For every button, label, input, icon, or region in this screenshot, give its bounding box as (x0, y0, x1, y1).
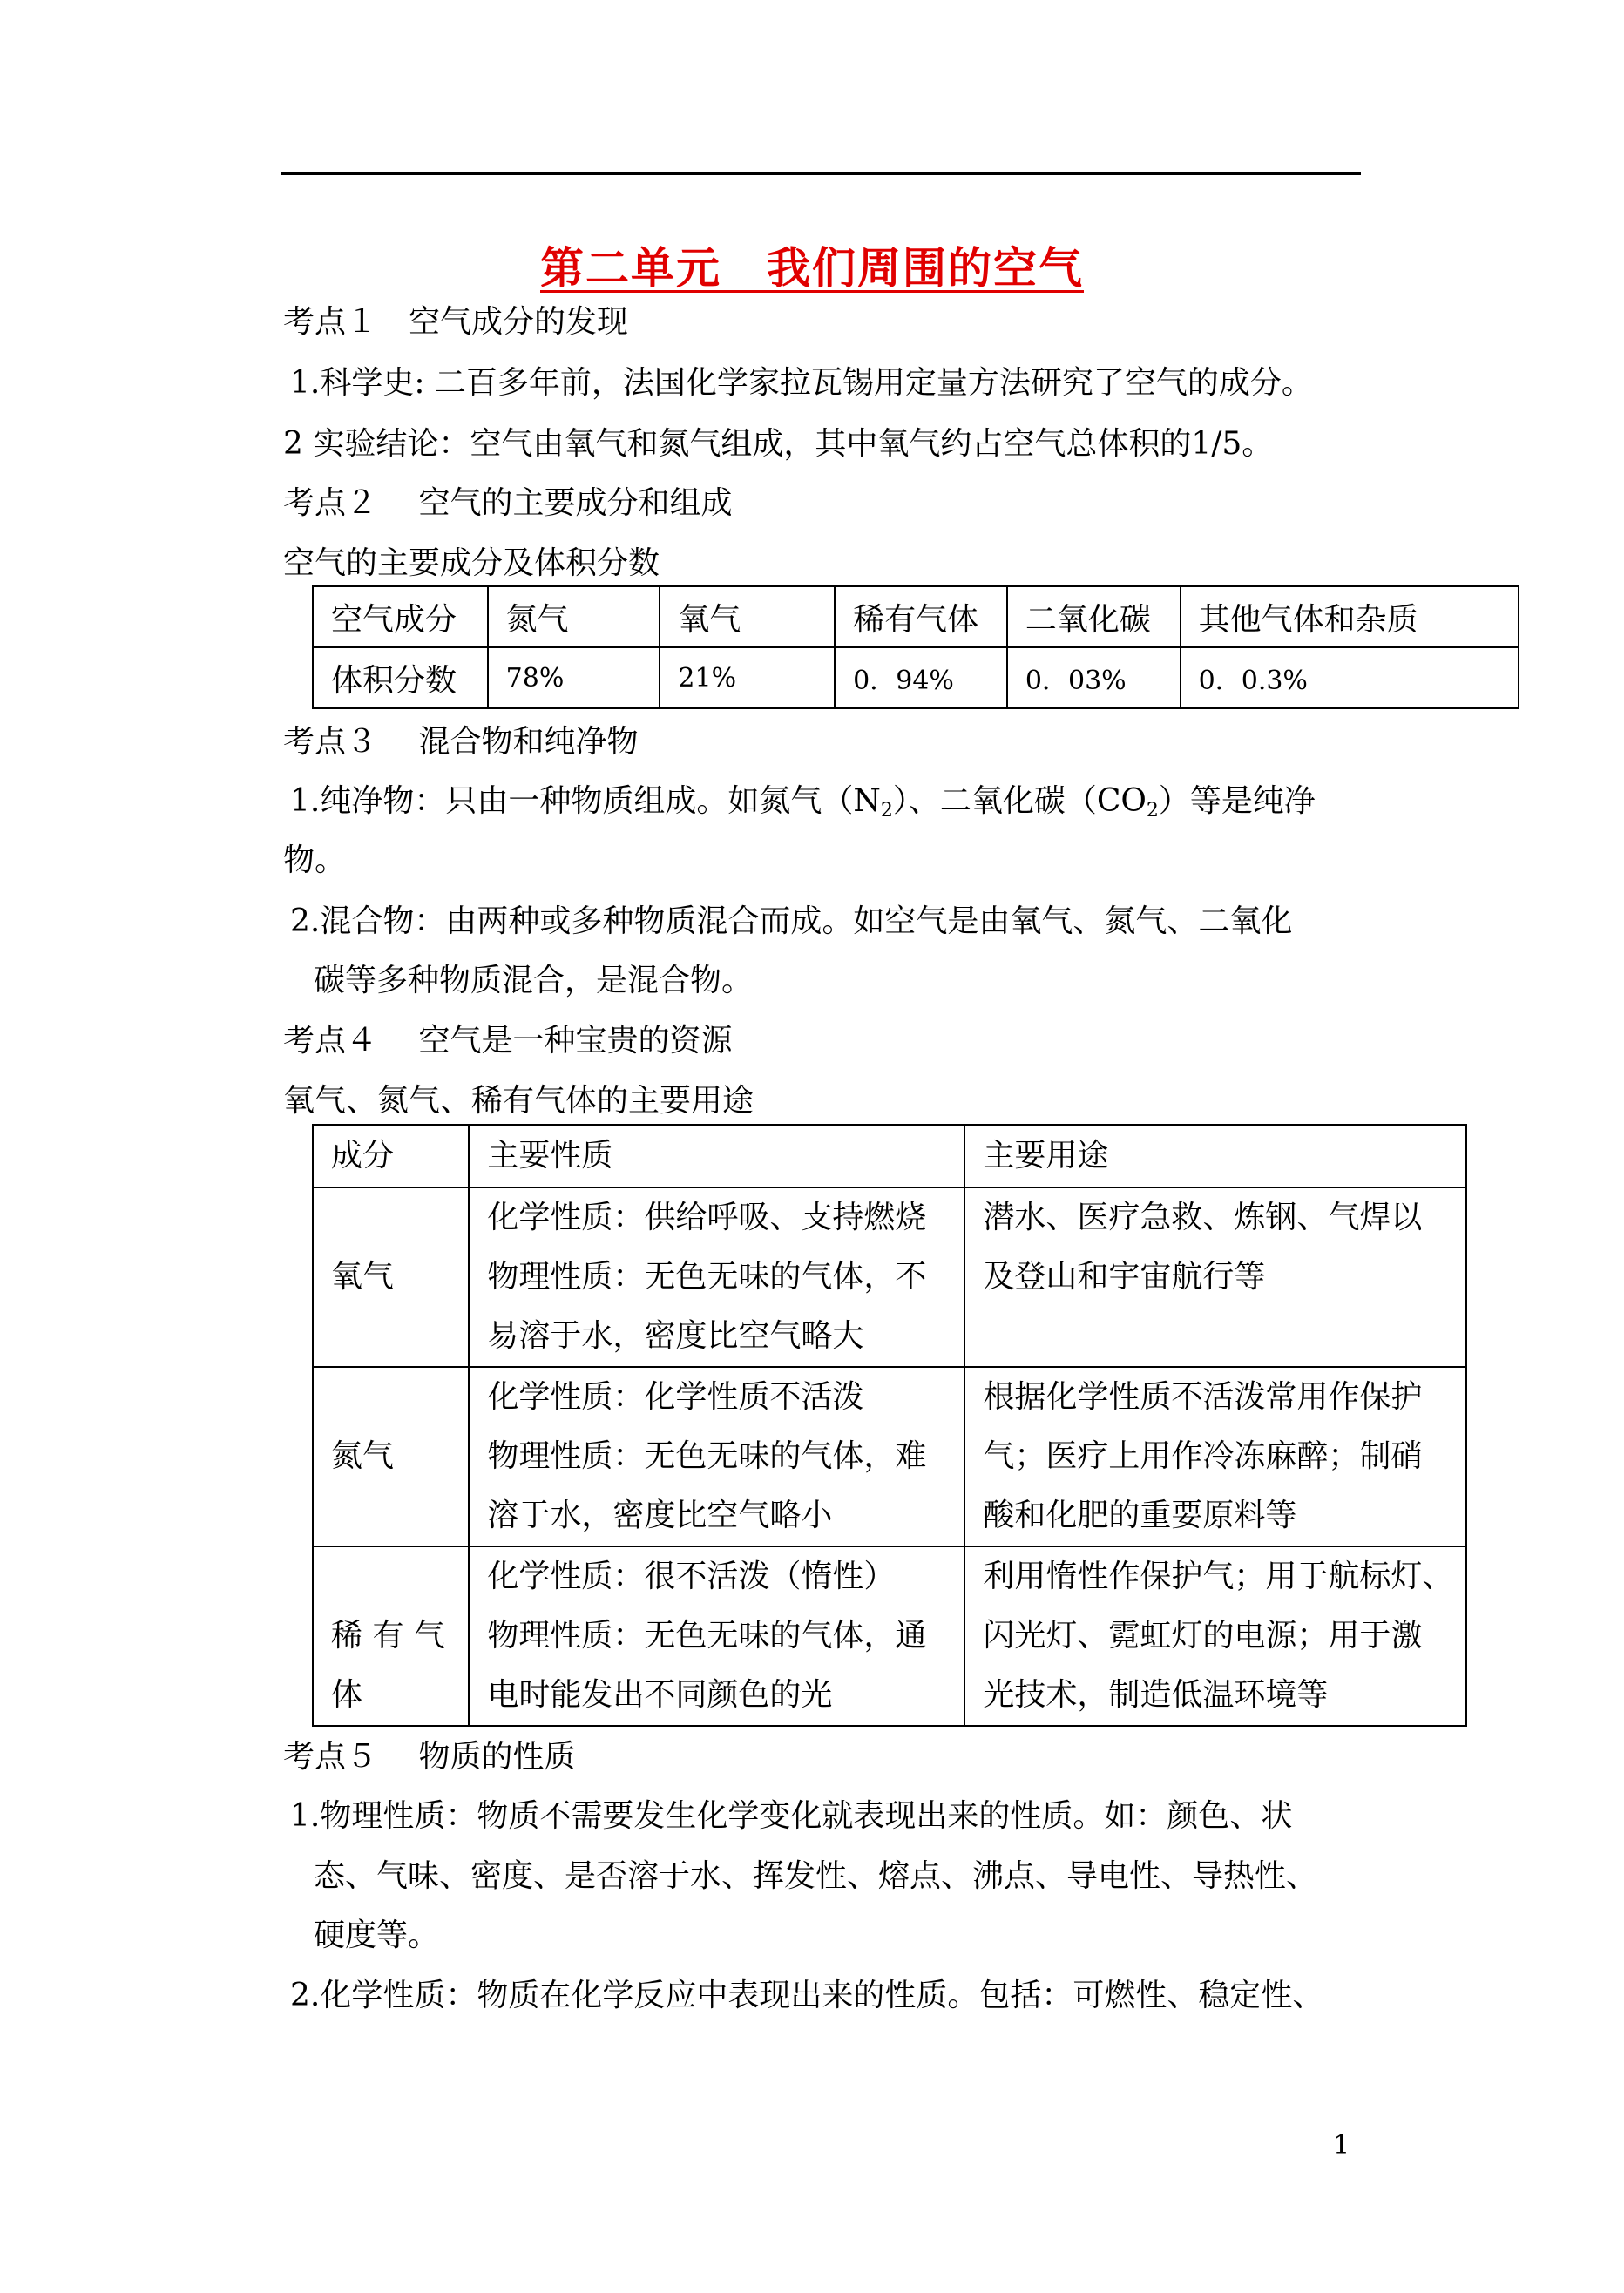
table-row (313, 586, 1519, 647)
table-cell: 利用惰性作保护气；用于航标灯、 闪光灯、霓虹灯的电源；用于激 光技术，制造低温环境等 (964, 1546, 1466, 1726)
paragraph: 1.物理性质：物质不需要发生化学变化就表现出来的性质。如：颜色、状 (290, 1798, 1293, 1834)
table-header-cell: 空气成分 (313, 586, 488, 647)
table-header-cell: 氮气 (488, 586, 660, 647)
paragraph: 物。 (283, 842, 347, 878)
paragraph: 2 实验结论：空气由氧气和氮气组成，其中氧气约占空气总体积的1/5。 (283, 426, 1274, 462)
table-row (313, 1187, 1466, 1367)
table-caption: 氧气、氮气、稀有气体的主要用途 (283, 1083, 754, 1119)
section-heading-5: 考点５ 物质的性质 (283, 1739, 576, 1775)
section-heading-2: 考点２ 空气的主要成分和组成 (283, 485, 733, 521)
section-heading-3: 考点３ 混合物和纯净物 (283, 724, 639, 760)
table-cell: 化学性质：供给呼吸、支持燃烧 物理性质：无色无味的气体，不 易溶于水，密度比空气略大 (469, 1187, 964, 1367)
air-composition-table (312, 585, 1519, 709)
table-row (313, 1546, 1466, 1726)
table-header-cell: 稀有气体 (835, 586, 1007, 647)
table-caption: 空气的主要成分及体积分数 (283, 545, 660, 581)
paragraph: 1.纯净物：只由一种物质组成。如氮气$(N_2)$、二氧化碳$(CO_2)$等是纯净 (290, 783, 1316, 822)
paragraph: 1.科学史: 二百多年前，法国化学家拉瓦锡用定量方法研究了空气的成分。 (290, 365, 1313, 401)
table-cell: 78% (488, 647, 660, 708)
table-cell: 潜水、医疗急救、炼钢、气焊以 及登山和宇宙航行等 (964, 1187, 1466, 1367)
table-header-cell: 主要性质 (469, 1125, 964, 1187)
table-cell: 0．03% (1007, 647, 1181, 708)
paragraph: 态、气味、密度、是否溶于水、挥发性、熔点、沸点、导电性、导热性、 (314, 1858, 1318, 1894)
table-cell: 稀 有 气 体 (313, 1546, 469, 1726)
table-header-cell: 成分 (313, 1125, 469, 1187)
table-cell: 化学性质：化学性质不活泼 物理性质：无色无味的气体，难 溶于水，密度比空气略小 (469, 1367, 964, 1546)
table-row (313, 647, 1519, 708)
table-cell: 化学性质：很不活泼（惰性） 物理性质：无色无味的气体，通 电时能发出不同颜色的光 (469, 1546, 964, 1726)
paragraph: 2.化学性质：物质在化学反应中表现出来的性质。包括：可燃性、稳定性、 (290, 1978, 1324, 2013)
table-header-cell: 主要用途 (964, 1125, 1466, 1187)
table-cell: 氧气 (313, 1187, 469, 1367)
table-row (313, 1125, 1466, 1187)
table-cell: 体积分数 (313, 647, 488, 708)
table-header-cell: 其他气体和杂质 (1181, 586, 1519, 647)
gas-uses-table (312, 1124, 1467, 1727)
table-cell: 0．0.3% (1181, 647, 1519, 708)
header-rule (281, 172, 1361, 175)
table-header-cell: 二氧化碳 (1007, 586, 1181, 647)
paragraph: 硬度等。 (314, 1918, 440, 1953)
table-header-cell: 氧气 (660, 586, 835, 647)
section-heading-4: 考点４ 空气是一种宝贵的资源 (283, 1023, 733, 1059)
page-number: 1 (1333, 2130, 1350, 2161)
paragraph: 碳等多种物质混合，是混合物。 (314, 963, 754, 998)
table-row (313, 1367, 1466, 1546)
table-cell: 21% (660, 647, 835, 708)
table-cell: 根据化学性质不活泼常用作保护 气；医疗上用作冷冻麻醉；制硝 酸和化肥的重要原料等 (964, 1367, 1466, 1546)
table-cell: 氮气 (313, 1367, 469, 1546)
table-cell: 0．94% (835, 647, 1007, 708)
section-heading-1: 考点１ 空气成分的发现 (283, 304, 629, 340)
page-title: 第二单元 我们周围的空气 (540, 242, 1084, 294)
paragraph: 2.混合物：由两种或多种物质混合而成。如空气是由氧气、氮气、二氧化 (290, 903, 1293, 939)
